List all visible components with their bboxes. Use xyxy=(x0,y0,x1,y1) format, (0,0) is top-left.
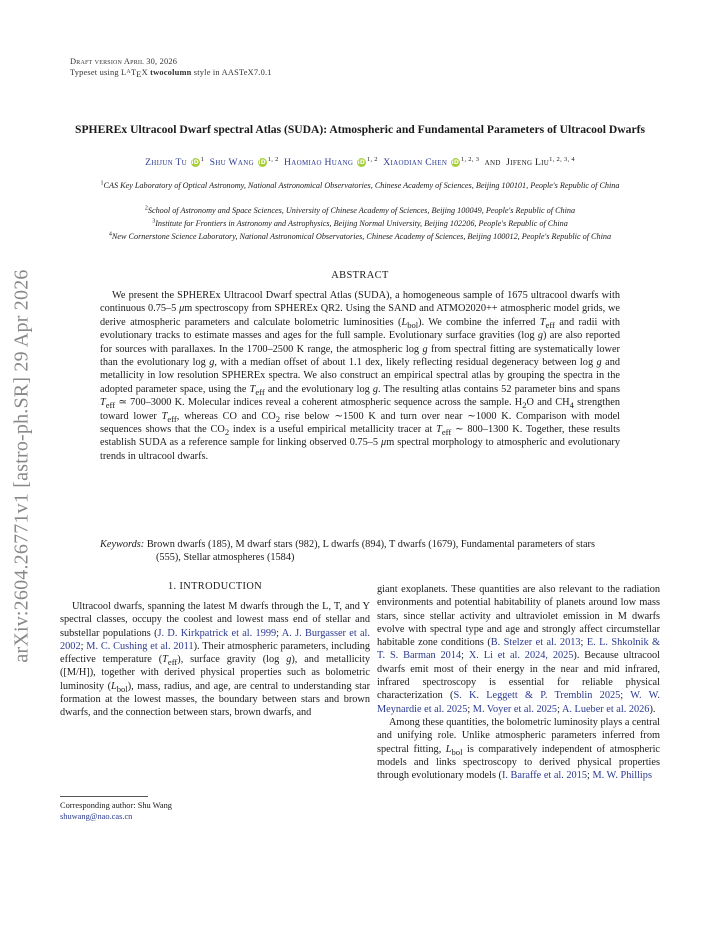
author-affil-marks: 1, 2, 3 xyxy=(460,155,480,163)
author-affil-marks: 1, 2 xyxy=(366,155,378,163)
citation-link[interactable]: A. Lueber et al. 2026 xyxy=(561,703,650,715)
affiliation: $^2$School of Astronomy and Space Sciences, University of Chinese Academy of Sciences, Beijing 100049, People's Republic of China xyxy=(144,205,576,215)
author-name[interactable]: Zhijun Tu xyxy=(145,157,187,168)
citation-link[interactable]: A. J. Burgasser et al. 2002 xyxy=(60,627,370,652)
citation-link[interactable]: E. L. Shkolnik & T. S. Barman 2014 xyxy=(377,637,661,662)
orcid-icon[interactable]: iD xyxy=(258,159,266,166)
citation-link[interactable]: M. C. Cushing et al. 2011 xyxy=(86,640,194,652)
email-link[interactable]: shuwang@nao.cas.cn xyxy=(60,812,133,821)
footnote-rule xyxy=(60,796,148,797)
citation-link[interactable]: I. Baraffe et al. 2015 xyxy=(501,770,587,782)
orcid-icon[interactable]: iD xyxy=(357,159,366,166)
intro-left-column: Ultracool dwarfs, spanning the latest M dwarfs through the L, T, and Y spectral classes, occupy the coolest and lowest mass end of stellar and substellar populations (J. D. Kirkpatrick et al. 1999; A. J. Burgasser et al. 2002; M. C. Cushing et al. 2011). Their atmospheric parameters, including effective temperature $(T_{eff})$, surface gravity (log g), and metallicity ([M/H]), together with derived physical properties such as bolometric luminosity $(L_{bol})$, mass, radius, and age, are central to understanding star formation at the lowest masses, the boundary between stars and brown dwarfs, and the connection between stars, brown dwarfs, and xyxy=(60,601,371,719)
author-name[interactable]: Shu Wang xyxy=(209,157,254,168)
paragraph: giant exoplanets. These quantities are also relevant to the radiation environments and potential habitability of planets around low mass stars, since stellar activity and ultraviolet emission in M dwarfs evolve with spectral type and age and strongly affect circumstellar habitable zone conditions (B. Stelzer et al. 2013; E. L. Shkolnik & T. S. Barman 2014; X. Li et al. 2024, 2025). Because ultracool dwarfs emit most of their energy in the near and mid infrared, infrared spectroscopy is essential for reliable physical characterization (S. K. Leggett & P. Tremblin 2025; W. W. Meynardie et al. 2025; M. Voyer et al. 2025; A. Lueber et al. 2026). xyxy=(377,584,661,715)
paper-title: SPHEREx Ultracool Dwarf spectral Atlas (SUDA): Atmospheric and Fundamental Parameters of Ultracool Dwarfs xyxy=(75,123,645,136)
authors-conjunction: and xyxy=(484,157,501,168)
arxiv-identifier[interactable]: arXiv:2604.26771v1 [astro-ph.SR] 29 Apr 2026 xyxy=(10,269,33,663)
author-name[interactable]: Haomiao Huang xyxy=(284,157,354,168)
affiliation: $^1$CAS Key Laboratory of Optical Astronomy, National Astronomical Observatories, Chinese Academy of Sciences, Beijing 100101, People's Republic of China xyxy=(100,180,620,190)
author-affil-marks: 1 xyxy=(200,155,205,163)
citation-link[interactable]: X. Li et al. 2024, 2025 xyxy=(468,650,574,662)
keywords xyxy=(100,538,620,565)
affiliation: $^3$Institute for Frontiers in Astronomy and Astrophysics, Beijing Normal University, Beijing 102206, People's Republic of China xyxy=(152,218,568,228)
intro-right-column xyxy=(377,583,660,782)
corresponding-author-label: Corresponding author: Shu Wang xyxy=(60,801,172,810)
keywords-label: Keywords: xyxy=(100,539,145,550)
section-heading: 1. INTRODUCTION xyxy=(167,581,263,592)
orcid-icon[interactable]: iD xyxy=(191,159,200,166)
citation-link[interactable]: S. K. Leggett & P. Tremblin 2025 xyxy=(453,690,621,702)
citation-link[interactable]: J. D. Kirkpatrick et al. 1999 xyxy=(157,627,277,639)
author-affil-marks: 1, 2, 3, 4 xyxy=(549,155,575,163)
citation-link[interactable]: M. Voyer et al. 2025 xyxy=(472,703,558,715)
citation-link[interactable]: B. Stelzer et al. 2013 xyxy=(490,637,581,649)
orcid-icon[interactable]: iD xyxy=(451,159,460,166)
corresponding-author xyxy=(60,800,172,822)
abstract-body: We present the SPHEREx Ultracool Dwarf spectral Atlas (SUDA), a homogeneous sample of 1675 ultracool dwarfs with continuous 0.75–5 μm spectroscopy from SPHEREx QR2. Using the SAND and ATMO2020++ atmospheric model grids, we derive atmospheric parameters and calculate bolometric luminosities $(L_{bol})$. We combine the inferred $T_{eff}$ and radii with evolutionary tracks to estimate masses and ages for the full sample. Evolutionary surface gravities (log g) are also reported for sources with parallaxes. In the 1700–2500 K range, the atmospheric log g from spectral fitting are systematically lower than the evolutionary log g, with a median offset of about 1.1 dex, likely reflecting residual degeneracy between log g and metallicity in low resolution SPHEREx spectra. We also construct an empirical spectral atlas by grouping the spectra in the adopted parameter space, using the $T_{eff}$ and the evolutionary log g. The resulting atlas contains 52 parameter bins and spans $T_{eff}$ ≃ 700–3000 K. Molecular indices reveal a coherent atmospheric sequence across the sample. $H_2O$ and $CH_4$ strengthen toward lower $T_{eff}$, whereas CO and $CO_2$ rise below ∼1500 K and turn over near ∼1000 K. Comparison with model sequences shows that the $CO_2$ index is a useful empirical metallicity tracer at $T_{eff}$ ∼ 800–1300 K. Together, these results establish SUDA as a reference sample for linking observed 0.75–5 μm spectral morphology to atmospheric and evolutionary trends in ultracool dwarfs. xyxy=(100,290,621,462)
author-list xyxy=(60,156,660,169)
citation-link[interactable]: M. W. Phillips xyxy=(592,770,652,782)
author-affil-marks: 1, 2 xyxy=(267,155,279,163)
abstract-heading: ABSTRACT xyxy=(331,270,389,281)
draft-version-line: Draft version April 30, 2026 xyxy=(70,57,178,66)
typeset-line: Typeset using $L^ATEX$ twocolumn style in AASTeX7.0.1 xyxy=(70,68,272,79)
citation-link[interactable]: W. W. Meynardie et al. 2025 xyxy=(377,690,660,715)
author-name[interactable]: Xiaodian Chen xyxy=(383,157,448,168)
affiliation: $^4$New Cornerstone Science Laboratory, National Astronomical Observatories, Chinese Academy of Sciences, Beijing 100012, People's Republic of China xyxy=(108,231,612,241)
keywords-list: Brown dwarfs (185), M dwarf stars (982), L dwarfs (894), T dwarfs (1679), Fundamental parameters of stars (555), Stellar atmospheres (1584) xyxy=(146,539,595,564)
paragraph: Among these quantities, the bolometric luminosity plays a central and unifying role. Unlike atmospheric parameters inferred from spectral fitting, $L_{bol}$ is comparatively independent of atmospheric models and links spectroscopy to derived physical properties through evolutionary models (I. Baraffe et al. 2015; M. W. Phillips xyxy=(377,716,660,782)
author-name: Jifeng Liu xyxy=(506,157,550,168)
